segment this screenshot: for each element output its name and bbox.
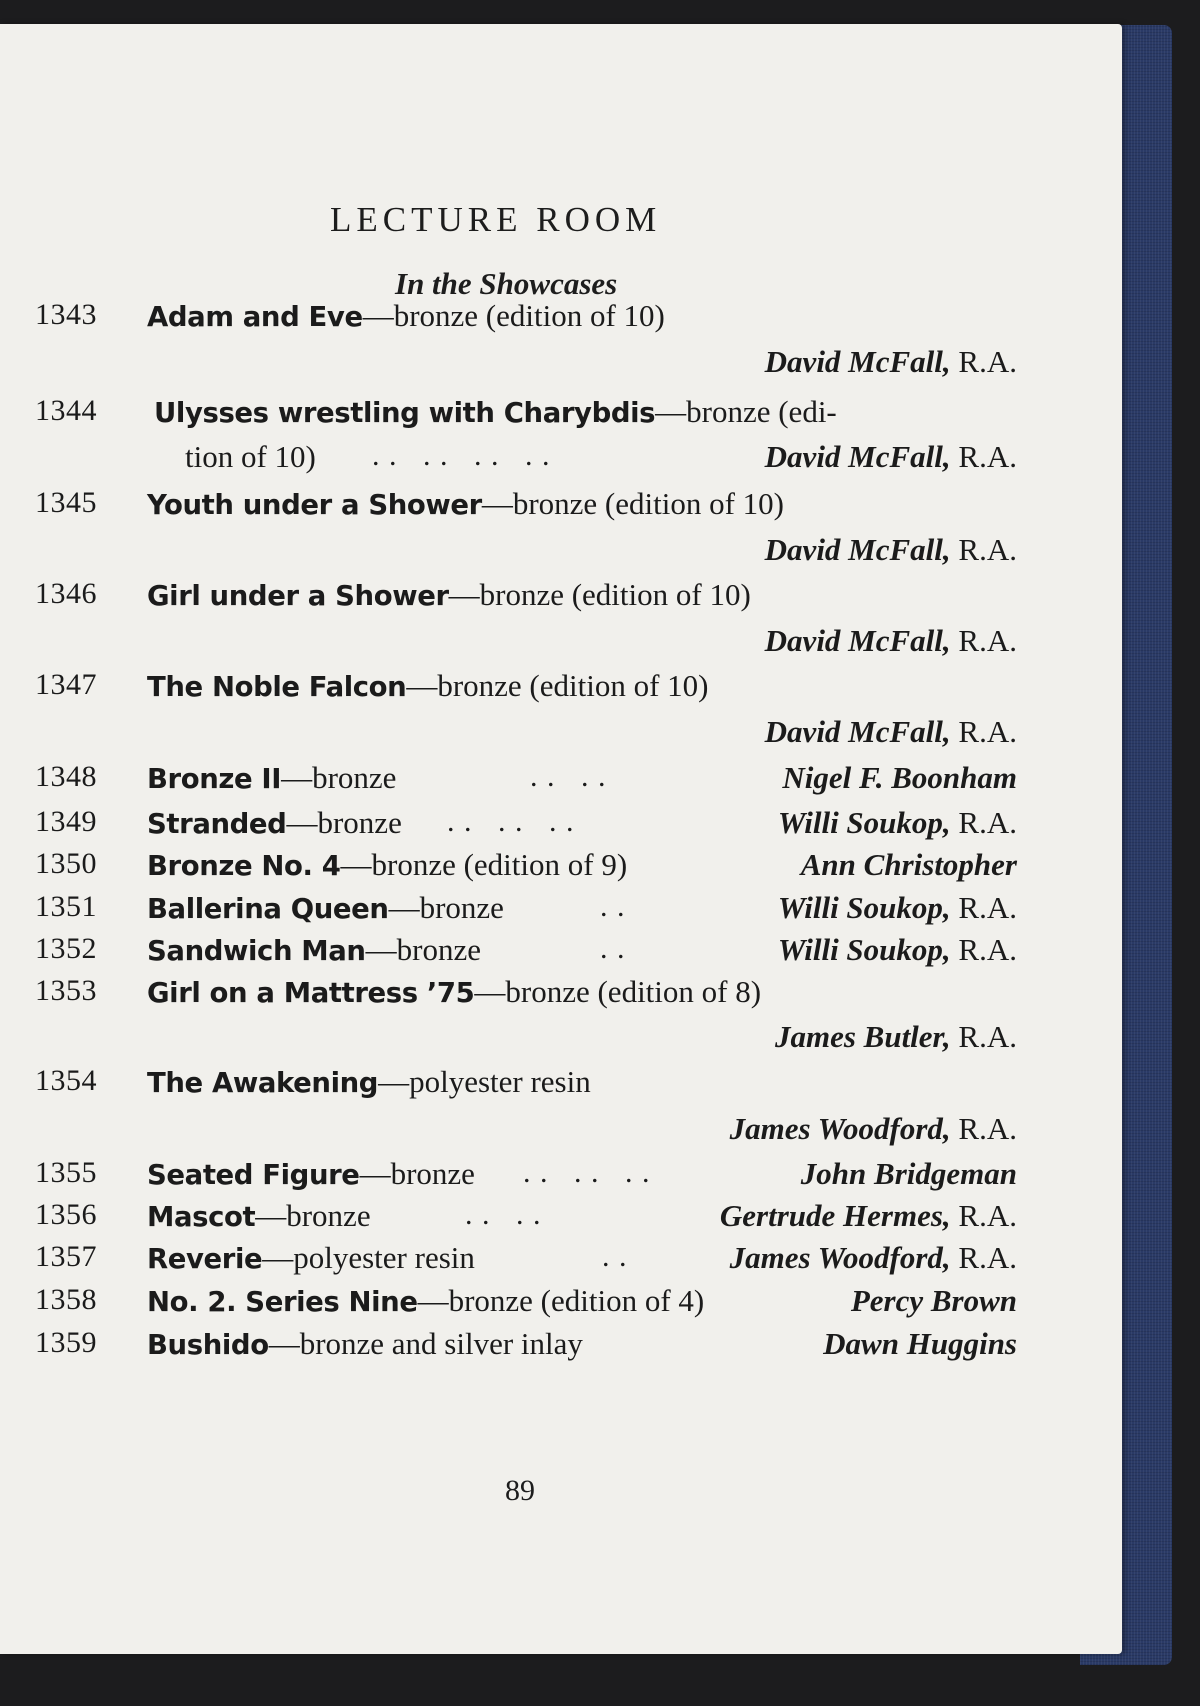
section-heading: In the Showcases bbox=[395, 266, 618, 301]
entry-1356 bbox=[0, 1198, 1122, 1238]
entry-number: 1356 bbox=[35, 1198, 97, 1231]
leader-dots: . . . . . . . . bbox=[372, 439, 551, 472]
work-title: Adam and Eve—bronze (edition of 10) bbox=[147, 298, 665, 333]
entry-1350 bbox=[0, 847, 1122, 887]
entry-1344-continuation bbox=[0, 439, 1122, 479]
entry-1353 bbox=[0, 974, 1122, 1014]
entry-1354-artist-line bbox=[0, 1111, 1122, 1151]
artist: Willi Soukop, R.A. bbox=[777, 890, 1017, 925]
entry-number: 1351 bbox=[35, 890, 97, 923]
artist: Dawn Huggins bbox=[823, 1326, 1017, 1361]
catalogue-page bbox=[0, 24, 1122, 1654]
work-description: —bronze (edition of 9) bbox=[340, 847, 628, 882]
entry-1352 bbox=[0, 932, 1122, 972]
entry-1344 bbox=[0, 394, 1122, 434]
entry-number: 1348 bbox=[35, 760, 97, 793]
entry-1343-artist-line bbox=[0, 344, 1122, 384]
entry-number: 1346 bbox=[35, 577, 97, 610]
work-title: Ulysses wrestling with Charybdis—bronze (edi- bbox=[154, 394, 837, 429]
entry-1346 bbox=[0, 577, 1122, 617]
entry-1347 bbox=[0, 668, 1122, 708]
work-title: Stranded—bronze bbox=[147, 805, 402, 840]
artist: James Woodford, R.A. bbox=[729, 1240, 1017, 1275]
work-title: The Noble Falcon—bronze (edition of 10) bbox=[147, 668, 709, 703]
work-title: Reverie—polyester resin bbox=[147, 1240, 475, 1275]
entry-1351 bbox=[0, 890, 1122, 930]
work-title: Sandwich Man—bronze bbox=[147, 932, 481, 967]
entry-1355 bbox=[0, 1156, 1122, 1196]
entry-1348 bbox=[0, 760, 1122, 800]
work-title: Bushido—bronze and silver inlay bbox=[147, 1326, 583, 1361]
artist: Willi Soukop, R.A. bbox=[777, 805, 1017, 840]
entry-number: 1345 bbox=[35, 486, 97, 519]
entry-1353-artist-line bbox=[0, 1019, 1122, 1059]
work-title: Bronze II—bronze bbox=[147, 760, 397, 795]
work-description: —polyester resin bbox=[262, 1240, 475, 1275]
leader-dots: . . bbox=[602, 1240, 628, 1273]
work-title: Ballerina Queen—bronze bbox=[147, 890, 504, 925]
entry-number: 1359 bbox=[35, 1326, 97, 1359]
work-description: —bronze bbox=[255, 1198, 371, 1233]
entry-number: 1352 bbox=[35, 932, 97, 965]
leader-dots: . . . . . . bbox=[523, 1156, 651, 1189]
entry-1345-artist-line bbox=[0, 532, 1122, 572]
entry-number: 1343 bbox=[35, 298, 97, 331]
entry-1357 bbox=[0, 1240, 1122, 1280]
work-title: Youth under a Shower—bronze (edition of 10) bbox=[147, 486, 784, 521]
work-description: —bronze (edition of 4) bbox=[417, 1283, 705, 1318]
work-title: No. 2. Series Nine—bronze (edition of 4) bbox=[147, 1283, 705, 1318]
work-title: The Awakening—polyester resin bbox=[147, 1064, 591, 1099]
work-description-continued: tion of 10) bbox=[185, 439, 316, 474]
leader-dots: . . bbox=[600, 932, 626, 965]
work-title: Seated Figure—bronze bbox=[147, 1156, 475, 1191]
artist: Percy Brown bbox=[850, 1283, 1017, 1318]
work-description: —bronze bbox=[286, 805, 402, 840]
artist: James Woodford, R.A. bbox=[729, 1111, 1017, 1146]
entry-number: 1349 bbox=[35, 805, 97, 838]
work-title: Bronze No. 4—bronze (edition of 9) bbox=[147, 847, 628, 882]
work-title: Mascot—bronze bbox=[147, 1198, 371, 1233]
leader-dots: . . . . . . bbox=[447, 805, 575, 838]
leader-dots: . . . . bbox=[465, 1198, 542, 1231]
work-description: —bronze (edition of 8) bbox=[474, 974, 762, 1009]
work-description: —bronze (edition of 10) bbox=[406, 668, 709, 703]
entry-1358 bbox=[0, 1283, 1122, 1323]
work-title: Girl under a Shower—bronze (edition of 10) bbox=[147, 577, 751, 612]
entry-number: 1347 bbox=[35, 668, 97, 701]
entry-1347-artist-line bbox=[0, 714, 1122, 754]
artist: David McFall, R.A. bbox=[764, 344, 1017, 379]
work-description: —bronze (edi- bbox=[655, 394, 837, 429]
artist: Willi Soukop, R.A. bbox=[777, 932, 1017, 967]
entry-number: 1354 bbox=[35, 1064, 97, 1097]
entry-number: 1357 bbox=[35, 1240, 97, 1273]
artist: David McFall, R.A. bbox=[764, 532, 1017, 567]
entry-1345 bbox=[0, 486, 1122, 526]
entry-1343 bbox=[0, 298, 1122, 338]
entry-number: 1355 bbox=[35, 1156, 97, 1189]
work-title: Girl on a Mattress ’75—bronze (edition of 8) bbox=[147, 974, 762, 1009]
artist: David McFall, R.A. bbox=[764, 439, 1017, 474]
work-description: —bronze (edition of 10) bbox=[481, 486, 784, 521]
work-description: —bronze bbox=[365, 932, 481, 967]
work-description: —bronze (edition of 10) bbox=[448, 577, 751, 612]
page-number: 89 bbox=[505, 1474, 535, 1507]
artist: Gertrude Hermes, R.A. bbox=[719, 1198, 1017, 1233]
artist: Nigel F. Boonham bbox=[782, 760, 1017, 795]
work-description: —bronze bbox=[281, 760, 397, 795]
artist: Ann Christopher bbox=[800, 847, 1017, 882]
entry-number: 1353 bbox=[35, 974, 97, 1007]
work-description: —bronze bbox=[388, 890, 504, 925]
leader-dots: . . bbox=[600, 890, 626, 923]
work-description: —bronze and silver inlay bbox=[268, 1326, 583, 1361]
work-description: —bronze (edition of 10) bbox=[362, 298, 665, 333]
entry-1354 bbox=[0, 1064, 1122, 1104]
entry-1349 bbox=[0, 805, 1122, 845]
artist: David McFall, R.A. bbox=[764, 714, 1017, 749]
leader-dots: . . . . bbox=[530, 760, 607, 793]
entry-1346-artist-line bbox=[0, 623, 1122, 663]
entry-number: 1344 bbox=[35, 394, 97, 427]
artist: David McFall, R.A. bbox=[764, 623, 1017, 658]
work-description: —bronze bbox=[359, 1156, 475, 1191]
artist: James Butler, R.A. bbox=[774, 1019, 1017, 1054]
running-head: LECTURE ROOM bbox=[330, 200, 662, 239]
entry-number: 1358 bbox=[35, 1283, 97, 1316]
artist: John Bridgeman bbox=[800, 1156, 1017, 1191]
entry-1359 bbox=[0, 1326, 1122, 1366]
work-description: —polyester resin bbox=[378, 1064, 591, 1099]
entry-number: 1350 bbox=[35, 847, 97, 880]
